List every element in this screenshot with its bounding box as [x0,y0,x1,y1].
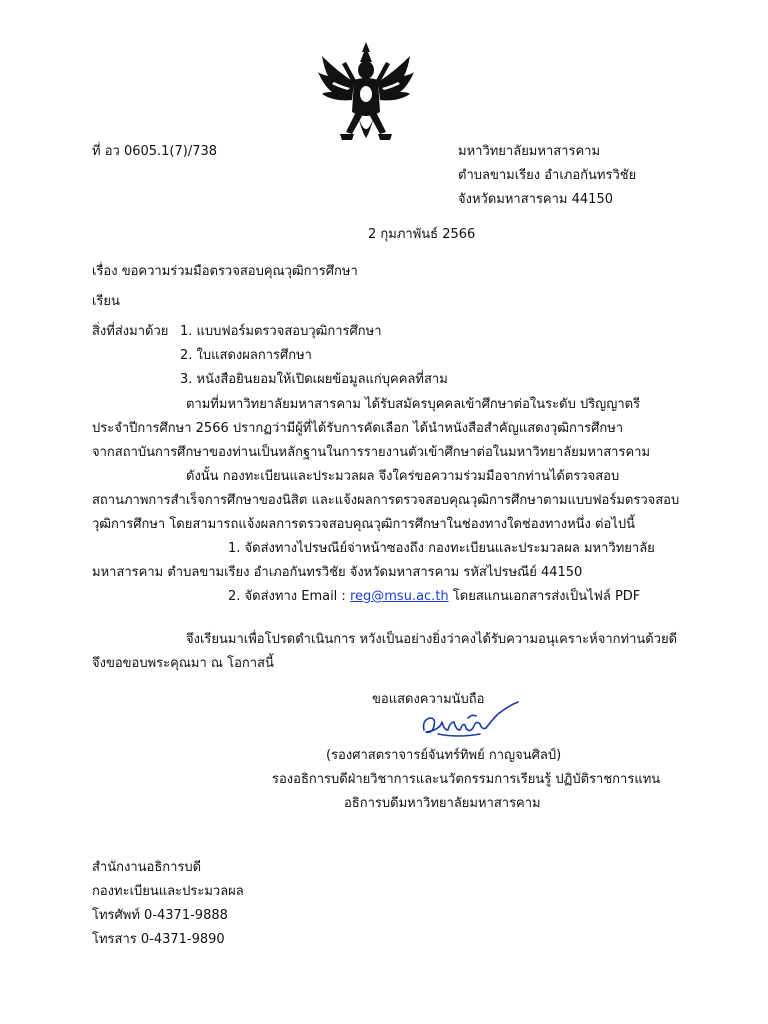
body-paragraph-2-line: ดังนั้น กองทะเบียนและประมวลผล จึงใคร่ขอความร่วมมือจากท่านได้ตรวจสอบ [186,469,620,484]
enclosure-item: 1. แบบฟอร์มตรวจสอบวุฒิการศึกษา [180,324,382,339]
footer-division: กองทะเบียนและประมวลผล [92,884,244,899]
closing-line: จึงเรียนมาเพื่อโปรดดำเนินการ หวังเป็นอย่างยิ่งว่าคงได้รับความอนุเคราะห์จากท่านด้วยดี [186,632,678,647]
letter-date: 2 กุมภาพันธ์ 2566 [368,227,476,242]
delivery-option-1-line: 1. จัดส่งทางไปรษณีย์จ่าหน้าซองถึง กองทะเบียนและประมวลผล มหาวิทยาลัย [228,541,655,556]
body-paragraph-1-line: ตามที่มหาวิทยาลัยมหาสารคาม ได้รับสมัครบุคคลเข้าศึกษาต่อในระดับ ปริญญาตรี [186,397,641,412]
delivery-option-2-suffix: โดยสแกนเอกสารส่งเป็นไฟล์ PDF [448,589,641,604]
signatory-position-line-2: อธิการบดีมหาวิทยาลัยมหาสารคาม [344,796,541,811]
enclosure-item: 2. ใบแสดงผลการศึกษา [180,348,312,363]
letter-subject: เรื่อง ขอความร่วมมือตรวจสอบคุณวุฒิการศึกษา [92,264,358,279]
delivery-option-2-prefix: 2. จัดส่งทาง Email : [228,589,350,604]
body-paragraph-1-line: จากสถาบันการศึกษาของท่านเป็นหลักฐานในการรายงานตัวเข้าศึกษาต่อในมหาวิทยาลัยมหาสารคาม [92,445,651,460]
delivery-option-2 [228,585,640,606]
sender-address-line-2: ตำบลขามเรียง อำเภอกันทรวิชัย [458,168,637,183]
signatory-name: (รองศาสตราจารย์จันทร์ทิพย์ กาญจนศิลป์) [326,748,562,763]
enclosure-item: 3. หนังสือยินยอมให้เปิดเผยข้อมูลแก่บุคคลที่สาม [180,372,448,387]
regards-text: ขอแสดงความนับถือ [372,692,485,707]
email-link[interactable]: reg@msu.ac.th [349,589,449,604]
letter-salutation: เรียน [92,294,120,309]
handwritten-signature [418,700,522,744]
body-paragraph-1-line: ประจำปีการศึกษา 2566 ปรากฏว่ามีผู้ที่ได้รับการคัดเลือก ได้นำหนังสือสำคัญแสดงวุฒิการศึกษา [92,421,624,436]
footer-phone: โทรศัพท์ 0-4371-9888 [92,908,228,923]
sender-address-line-1: มหาวิทยาลัยมหาสารคาม [458,144,601,159]
signatory-position-line-1: รองอธิการบดีฝ่ายวิชาการและนวัตกรรมการเรียนรู้ ปฏิบัติราชการแทน [272,772,661,787]
enclosures-label: สิ่งที่ส่งมาด้วย [92,324,169,339]
reference-number: ที่ อว 0605.1(7)/738 [92,144,218,159]
delivery-option-1-line: มหาสารคาม ตำบลขามเรียง อำเภอกันทรวิชัย จังหวัดมหาสารคาม รหัสไปรษณีย์ 44150 [92,565,583,580]
body-paragraph-2-line: วุฒิการศึกษา โดยสามารถแจ้งผลการตรวจสอบคุณวุฒิการศึกษาในช่องทางใดช่องทางหนึ่ง ต่อไปนี้ [92,517,635,532]
body-paragraph-2-line: สถานภาพการสำเร็จการศึกษาของนิสิต และแจ้งผลการตรวจสอบคุณวุฒิการศึกษาตามแบบฟอร์มตรวจสอบ [92,493,680,508]
footer-fax: โทรสาร 0-4371-9890 [92,932,225,947]
footer-office: สำนักงานอธิการบดี [92,860,202,875]
closing-line: จึงขอขอบพระคุณมา ณ โอกาสนี้ [92,656,274,671]
garuda-emblem-icon [318,42,414,146]
sender-address-line-3: จังหวัดมหาสารคาม 44150 [458,192,613,207]
